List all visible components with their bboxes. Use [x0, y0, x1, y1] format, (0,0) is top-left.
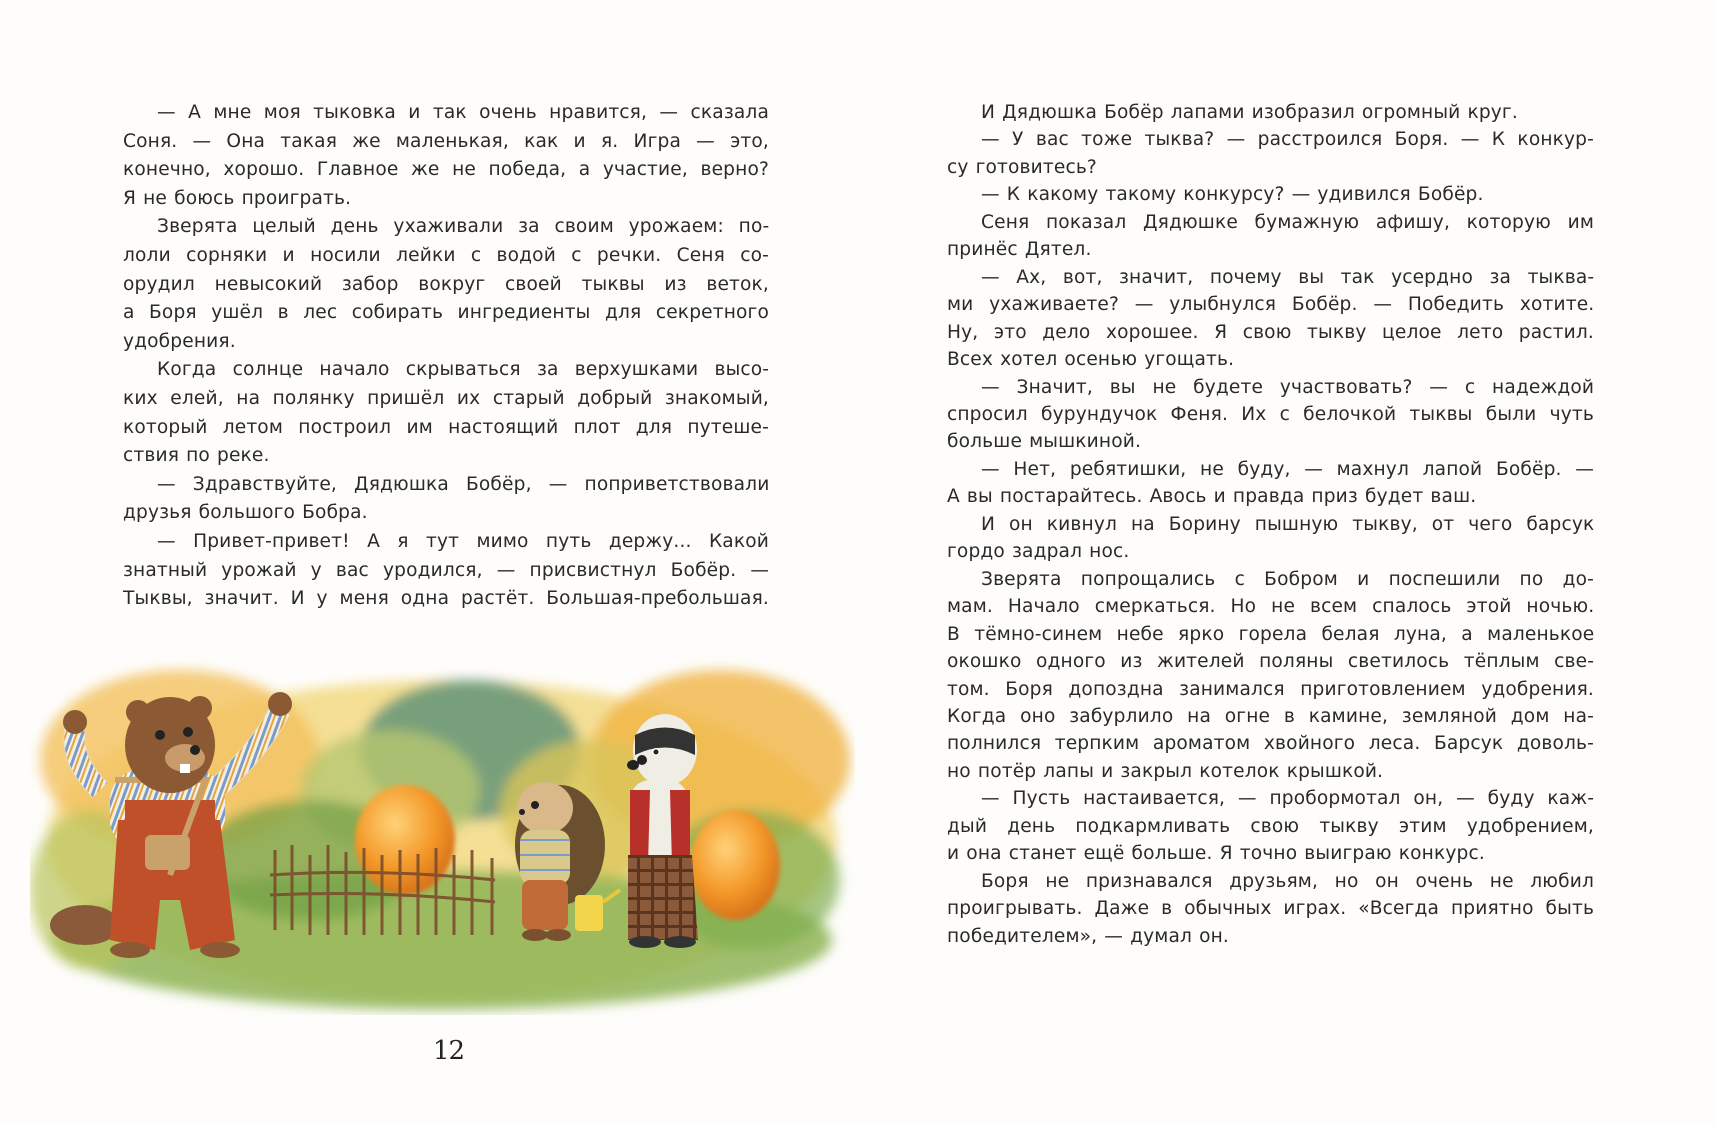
text-line: лоли сорняки и носили лейки с водой с речки. Сеня со-	[123, 244, 769, 266]
text-line: конечно, хорошо. Главное же не победа, а участие, верно?	[123, 159, 769, 181]
text-line: мам. Начало смеркаться. Но не всем спалось этой ночью.	[947, 596, 1595, 618]
text-line: — У вас тоже тыква? — расстроился Боря. — К конкур-	[981, 129, 1594, 151]
text-line: Боря не признавался друзьям, но он очень не любил	[981, 870, 1594, 892]
right-text-column	[947, 99, 1594, 950]
text-line: спросил бурундучок Феня. Их с белочкой тыквы были чуть	[947, 403, 1594, 425]
text-line: — Нет, ребятишки, не буду, — махнул лапой Бобёр. —	[981, 458, 1594, 480]
text-line: Зверята целый день ухаживали за своим урожаем: по-	[157, 216, 770, 238]
text-line: знатный урожай у вас уродился, — присвистнул Бобёр. —	[123, 559, 770, 581]
text-line: — Пусть настаивается, — пробормотал он, — буду каж-	[981, 788, 1595, 810]
text-line: больше мышкиной.	[947, 431, 1142, 453]
text-line: — Привет-привет! А я тут мимо путь держу... Какой	[157, 530, 769, 552]
text-line: — Ах, вот, значит, почему вы так усердно за тыква-	[981, 266, 1595, 288]
text-line: — А мне моя тыковка и так очень нравится, — сказала	[157, 102, 769, 123]
text-line: проигрывать. Даже в обычных играх. «Всегда приятно быть	[947, 898, 1595, 920]
text-line: который летом построил им настоящий плот для путеше-	[123, 416, 769, 438]
text-line: и она станет ещё больше. Я точно выиграю конкурс.	[947, 843, 1485, 865]
text-line: но потёр лапы и закрыл котелок крышкой.	[947, 760, 1384, 782]
text-line: орудил невысокий забор вокруг своей тыквы из веток,	[123, 273, 769, 295]
text-line: Соня. — Она такая же маленькая, как и я. Игра — это,	[123, 130, 769, 152]
text-line: — Здравствуйте, Дядюшка Бобёр, — поприветствовали	[157, 473, 770, 495]
text-line: В тёмно-синем небе ярко горела белая луна, а маленькое	[947, 623, 1595, 645]
text-line: принёс Дятел.	[947, 239, 1092, 261]
text-line: Ну, это дело хорошее. Я свою тыкву целое лето растил.	[947, 321, 1594, 343]
text-line: гордо задрал нос.	[947, 541, 1130, 563]
text-line: Я не боюсь проиграть.	[123, 187, 352, 209]
story-illustration	[30, 640, 855, 1015]
text-line: Зверята попрощались с Бобром и поспешили по до-	[981, 568, 1594, 590]
text-line: ми ухаживаете? — улыбнулся Бобёр. — Победить хотите.	[947, 294, 1595, 316]
text-line: а Боря ушёл в лес собирать ингредиенты для секретного	[123, 302, 769, 324]
text-line: Сеня показал Дядюшке бумажную афишу, которую им	[981, 211, 1594, 233]
left-text-column	[123, 99, 769, 614]
pumpkin-right	[690, 810, 780, 920]
text-line: су готовитесь?	[947, 156, 1097, 178]
text-line: И он кивнул на Борину пышную тыкву, от чего барсук	[981, 513, 1595, 535]
text-line: победителем», — думал он.	[947, 925, 1229, 947]
right-page	[858, 0, 1715, 1125]
badger-character	[627, 714, 698, 948]
text-line: ких елей, на полянку пришёл их старый добрый знакомый,	[123, 387, 769, 409]
text-line: А вы постарайтесь. Авось и правда приз будет ваш.	[947, 486, 1477, 508]
text-line: окошко одного из жителей поляны светилось тёплым све-	[947, 651, 1595, 673]
text-line: Всех хотел осенью угощать.	[947, 349, 1235, 371]
text-line: И Дядюшка Бобёр лапами изобразил огромный круг.	[981, 102, 1518, 123]
text-line: — К какому такому конкурсу? — удивился Бобёр.	[981, 184, 1484, 206]
text-line: том. Боря допоздна занимался приготовлением удобрения.	[947, 678, 1594, 700]
page-number: 12	[433, 1036, 465, 1066]
text-line: дый день подкармливать свою тыкву этим удобрением,	[947, 815, 1594, 837]
text-line: полнился терпким ароматом хвойного леса. Барсук доволь-	[947, 733, 1594, 755]
text-line: Когда оно забурлило на огне в камине, земляной дом на-	[947, 705, 1594, 727]
pumpkin-left	[355, 785, 455, 895]
text-line: Когда солнце начало скрываться за верхушками высо-	[157, 359, 770, 381]
text-line: ствия по реке.	[123, 445, 270, 467]
text-line: удобрения.	[123, 330, 236, 352]
text-line: друзья большого Бобра.	[123, 502, 368, 524]
text-line: Тыквы, значит. И у меня одна растёт. Большая-пребольшая.	[123, 588, 769, 610]
text-line: — Значит, вы не будете участвовать? — с надеждой	[981, 376, 1595, 398]
